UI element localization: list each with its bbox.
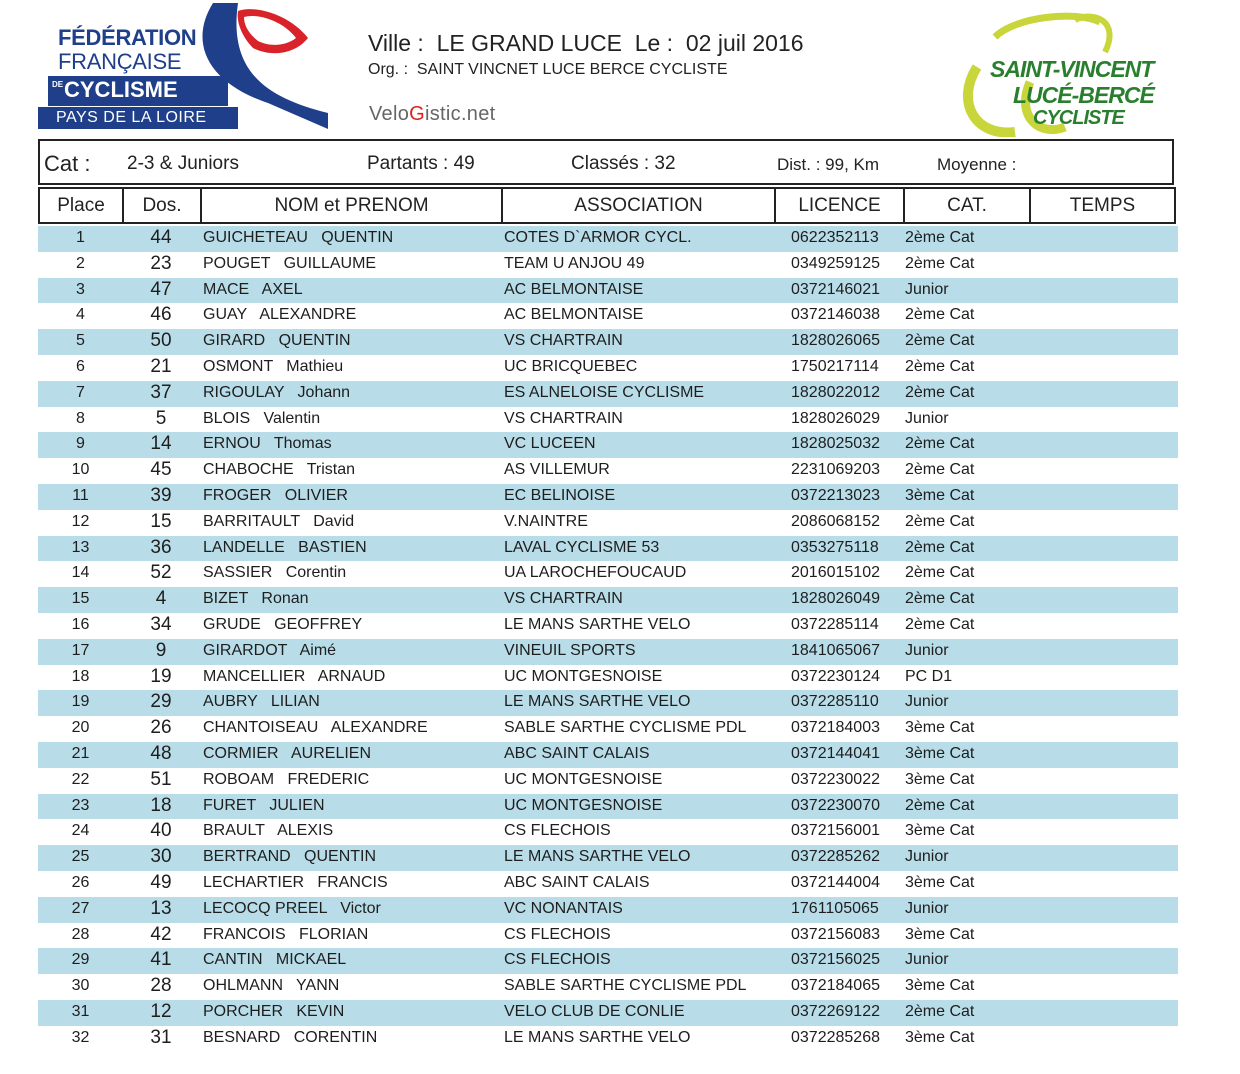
cell-place: 27 — [71, 899, 90, 917]
cell-dos: 5 — [155, 407, 167, 429]
cell-dos: 40 — [150, 820, 172, 842]
cell-licence: 1828026065 — [791, 332, 880, 350]
cell-category: 2ème Cat — [905, 229, 975, 246]
cell-place: 21 — [71, 744, 90, 762]
cell-licence: 0372230022 — [791, 770, 880, 788]
cell-association: VS CHARTRAIN — [504, 332, 623, 350]
cell-association: UA LAROCHEFOUCAUD — [504, 564, 687, 582]
cell-place: 31 — [71, 1002, 90, 1020]
cell-licence: 0372230124 — [791, 667, 880, 685]
table-row — [38, 716, 1178, 742]
cell-licence: 0372230070 — [791, 796, 880, 814]
cell-association: UC MONTGESNOISE — [504, 770, 663, 788]
cell-category: PC D1 — [905, 667, 953, 685]
site-suffix: istic.net — [425, 103, 496, 125]
cell-association: CS FLECHOIS — [504, 951, 611, 969]
cell-association: VS CHARTRAIN — [504, 590, 623, 608]
race-organizer: Org. : SAINT VINCNET LUCE BERCE CYCLISTE — [368, 61, 728, 78]
cell-licence: 2086068152 — [791, 512, 880, 530]
cell-category: Junior — [905, 951, 949, 969]
cell-category: 2ème Cat — [905, 254, 975, 272]
average-speed: Moyenne : — [937, 155, 1017, 174]
cell-dos: 9 — [155, 639, 167, 661]
cell-licence: 0372146021 — [791, 280, 880, 298]
table-row — [38, 407, 1178, 433]
cell-category: 3ème Cat — [905, 1028, 975, 1046]
table-row — [38, 974, 1178, 1000]
cell-dos: 44 — [150, 227, 172, 248]
cell-association: AC BELMONTAISE — [504, 306, 644, 324]
cell-association: VC NONANTAIS — [504, 899, 623, 917]
cell-category: 2ème Cat — [905, 383, 975, 401]
cell-licence: 0372156025 — [791, 951, 880, 969]
cell-name: FURET JULIEN — [203, 796, 325, 814]
cell-name: PORCHER KEVIN — [203, 1002, 345, 1020]
results-table-header — [38, 187, 1176, 224]
cell-name: RIGOULAY Johann — [203, 383, 351, 401]
column-header-name: NOM et PRENOM — [200, 187, 503, 224]
cell-place: 8 — [76, 409, 85, 427]
cell-name: GUICHETEAU QUENTIN — [203, 229, 394, 246]
ffc-logo-de: DE — [52, 80, 64, 89]
cell-dos: 29 — [150, 691, 172, 713]
table-row — [38, 381, 1178, 407]
cell-association: UC BRICQUEBEC — [504, 357, 638, 375]
table-row — [38, 1000, 1178, 1026]
cell-dos: 30 — [150, 846, 172, 868]
club-logo-line3: CYCLISTE — [1033, 107, 1124, 129]
column-header-dos: Dos. — [122, 187, 202, 224]
table-row — [38, 561, 1178, 587]
cell-place: 15 — [71, 590, 90, 608]
table-row — [38, 587, 1178, 613]
table-row — [38, 794, 1178, 820]
cell-dos: 39 — [150, 484, 172, 506]
table-row — [38, 923, 1178, 949]
cell-association: TEAM U ANJOU 49 — [504, 254, 645, 272]
club-logo-line2: LUCÉ-BERCÉ — [1013, 82, 1154, 108]
cell-dos: 50 — [150, 330, 172, 352]
cell-association: EC BELINOISE — [504, 486, 616, 504]
ffc-logo-line3: CYCLISME — [64, 77, 178, 102]
cell-name: BRAULT ALEXIS — [203, 822, 334, 840]
cell-category: 2ème Cat — [905, 435, 975, 453]
cell-association: SABLE SARTHE CYCLISME PDL — [504, 977, 747, 995]
cell-category: Junior — [905, 693, 949, 711]
cell-name: OSMONT Mathieu — [203, 357, 344, 375]
cell-category: 2ème Cat — [905, 538, 975, 556]
cell-dos: 23 — [150, 252, 172, 274]
site-g: G — [409, 103, 425, 125]
cell-dos: 14 — [150, 433, 172, 455]
cell-association: LE MANS SARTHE VELO — [504, 848, 691, 866]
cell-licence: 0372144004 — [791, 873, 880, 891]
cell-name: CHANTOISEAU ALEXANDRE — [203, 719, 428, 737]
cell-category: Junior — [905, 280, 949, 298]
cell-association: VC LUCEEN — [504, 435, 596, 453]
cell-place: 7 — [76, 383, 85, 401]
cell-licence: 1750217114 — [791, 357, 879, 375]
classified-count: Classés : 32 — [571, 153, 676, 174]
table-row — [38, 252, 1178, 278]
table-row — [38, 639, 1178, 665]
ffc-logo-line1: FÉDÉRATION — [58, 25, 197, 50]
cell-licence: 2016015102 — [791, 564, 880, 582]
cell-licence: 1828026049 — [791, 590, 880, 608]
cell-place: 18 — [71, 667, 90, 685]
cell-association: CS FLECHOIS — [504, 822, 611, 840]
cell-place: 3 — [76, 280, 85, 298]
cell-association: VINEUIL SPORTS — [504, 641, 636, 659]
cell-place: 28 — [71, 925, 90, 943]
cell-category: Junior — [905, 641, 949, 659]
cell-name: GUAY ALEXANDRE — [203, 306, 357, 324]
table-row — [38, 458, 1178, 484]
cell-name: OHLMANN YANN — [203, 977, 340, 995]
cell-dos: 36 — [150, 536, 172, 558]
cell-licence: 0349259125 — [791, 254, 880, 272]
table-row — [38, 690, 1178, 716]
cell-place: 10 — [71, 461, 90, 479]
cell-category: 3ème Cat — [905, 719, 975, 737]
cell-category: 2ème Cat — [905, 461, 975, 479]
cell-association: SABLE SARTHE CYCLISME PDL — [504, 719, 747, 737]
table-row — [38, 819, 1178, 845]
table-row — [38, 613, 1178, 639]
cell-category: 2ème Cat — [905, 512, 975, 530]
cell-licence: 0372269122 — [791, 1002, 880, 1020]
cell-place: 17 — [71, 641, 90, 659]
table-row — [38, 303, 1178, 329]
column-header-category: CAT. — [903, 187, 1031, 224]
cell-association: LE MANS SARTHE VELO — [504, 1028, 691, 1046]
cell-dos: 21 — [150, 355, 172, 377]
cell-licence: 0372184003 — [791, 719, 880, 737]
cell-licence: 0372184065 — [791, 977, 880, 995]
cell-name: GRUDE GEOFFREY — [203, 615, 363, 633]
cell-association: LE MANS SARTHE VELO — [504, 615, 691, 633]
cell-licence: 0353275118 — [791, 538, 879, 556]
cell-dos: 4 — [155, 588, 167, 610]
cell-name: MACE AXEL — [203, 280, 303, 298]
cell-licence: 0372285262 — [791, 848, 880, 866]
starters-count: Partants : 49 — [367, 153, 475, 174]
table-row — [38, 278, 1178, 304]
cell-licence: 1841065067 — [791, 641, 880, 659]
table-row — [38, 871, 1178, 897]
table-row — [38, 1026, 1178, 1052]
cell-dos: 45 — [150, 459, 172, 481]
cell-place: 24 — [71, 822, 90, 840]
cell-name: LECHARTIER FRANCIS — [203, 873, 388, 891]
category-value: 2-3 & Juniors — [127, 153, 239, 174]
cell-category: 2ème Cat — [905, 615, 975, 633]
cell-place: 11 — [72, 486, 89, 504]
cell-category: 2ème Cat — [905, 590, 975, 608]
cell-category: 3ème Cat — [905, 744, 975, 762]
cell-place: 13 — [71, 538, 90, 556]
cell-licence: 1761105065 — [791, 899, 879, 917]
cell-licence: 0372146038 — [791, 306, 880, 324]
table-row — [38, 768, 1178, 794]
cell-association: COTES D`ARMOR CYCL. — [504, 229, 692, 246]
cell-category: 3ème Cat — [905, 770, 975, 788]
cell-name: CHABOCHE Tristan — [203, 461, 356, 479]
cell-licence: 1828022012 — [791, 383, 880, 401]
cell-name: GIRARDOT Aimé — [203, 641, 337, 659]
cell-licence: 0372156083 — [791, 925, 880, 943]
cell-association: LE MANS SARTHE VELO — [504, 693, 691, 711]
cell-category: 2ème Cat — [905, 564, 975, 582]
table-row — [38, 329, 1178, 355]
cell-dos: 37 — [150, 381, 172, 403]
cell-category: Junior — [905, 409, 949, 427]
column-header-time: TEMPS — [1029, 187, 1176, 224]
cell-place: 16 — [71, 615, 90, 633]
table-row — [38, 226, 1178, 252]
cell-licence: 1828026029 — [791, 409, 880, 427]
cell-place: 20 — [71, 719, 90, 737]
cell-name: LECOCQ PREEL Victor — [203, 899, 381, 917]
cell-name: ERNOU Thomas — [203, 435, 332, 453]
cell-name: GIRARD QUENTIN — [203, 332, 351, 350]
cell-name: BARRITAULT David — [203, 512, 355, 530]
cell-name: FRANCOIS FLORIAN — [203, 925, 369, 943]
cell-dos: 34 — [150, 613, 172, 635]
ffc-logo — [38, 3, 340, 133]
cell-place: 2 — [76, 254, 85, 272]
cell-name: CANTIN MICKAEL — [203, 951, 347, 969]
cell-dos: 52 — [150, 562, 172, 584]
table-row — [38, 948, 1178, 974]
cell-category: 2ème Cat — [905, 796, 975, 814]
cell-name: BERTRAND QUENTIN — [203, 848, 377, 866]
cell-place: 12 — [71, 512, 90, 530]
site-prefix: Velo — [369, 103, 410, 125]
ffc-logo-line2: FRANÇAISE — [58, 49, 182, 74]
cell-dos: 19 — [150, 665, 172, 687]
cell-licence: 0622352113 — [791, 229, 879, 246]
cell-category: 3ème Cat — [905, 822, 975, 840]
cell-name: SASSIER Corentin — [203, 564, 347, 582]
race-location-date: Ville : LE GRAND LUCE Le : 02 juil 2016 — [368, 30, 804, 56]
cell-category: 3ème Cat — [905, 925, 975, 943]
club-logo — [955, 12, 1177, 137]
table-row — [38, 742, 1178, 768]
cell-place: 1 — [76, 229, 85, 246]
cell-dos: 51 — [150, 768, 172, 790]
cell-licence: 1828025032 — [791, 435, 880, 453]
cell-dos: 28 — [150, 975, 172, 997]
cell-category: 3ème Cat — [905, 873, 975, 891]
column-header-association: ASSOCIATION — [501, 187, 776, 224]
cell-association: UC MONTGESNOISE — [504, 667, 663, 685]
column-header-place: Place — [38, 187, 124, 224]
category-label: Cat : — [44, 151, 91, 176]
cell-association: ABC SAINT CALAIS — [504, 873, 650, 891]
cell-dos: 48 — [150, 742, 172, 764]
table-row — [38, 484, 1178, 510]
cell-place: 25 — [71, 848, 90, 866]
cell-place: 23 — [71, 796, 90, 814]
cell-licence: 0372285114 — [791, 615, 879, 633]
cell-licence: 0372285268 — [791, 1028, 880, 1046]
cell-association: AS VILLEMUR — [504, 461, 610, 479]
cell-licence: 0372156001 — [791, 822, 880, 840]
cell-dos: 47 — [150, 278, 172, 300]
cell-category: 3ème Cat — [905, 486, 975, 504]
cell-association: ES ALNELOISE CYCLISME — [504, 383, 705, 401]
cell-dos: 13 — [150, 897, 172, 919]
cell-name: ROBOAM FREDERIC — [203, 770, 370, 788]
cell-association: VS CHARTRAIN — [504, 409, 623, 427]
cell-licence: 0372213023 — [791, 486, 880, 504]
cell-dos: 42 — [150, 923, 172, 945]
cell-category: 2ème Cat — [905, 1002, 975, 1020]
distance: Dist. : 99, Km — [777, 155, 880, 174]
table-row — [38, 432, 1178, 458]
results-table-body — [38, 226, 1178, 1052]
cell-place: 4 — [76, 306, 85, 324]
cell-dos: 46 — [150, 304, 172, 326]
cell-association: CS FLECHOIS — [504, 925, 611, 943]
column-header-licence: LICENCE — [774, 187, 905, 224]
cell-dos: 31 — [150, 1026, 172, 1048]
cell-name: CORMIER AURELIEN — [203, 744, 372, 762]
cell-category: 2ème Cat — [905, 332, 975, 350]
table-row — [38, 845, 1178, 871]
cell-place: 6 — [76, 357, 85, 375]
race-info-bar — [38, 139, 1174, 185]
cell-place: 29 — [71, 951, 90, 969]
cell-name: LANDELLE BASTIEN — [203, 538, 367, 556]
cell-category: 2ème Cat — [905, 306, 975, 324]
cell-association: V.NAINTRE — [504, 512, 588, 530]
cell-name: BIZET Ronan — [203, 590, 309, 608]
cell-licence: 0372285110 — [791, 693, 879, 711]
cell-dos: 18 — [150, 794, 172, 816]
cell-dos: 41 — [150, 949, 172, 971]
cell-name: POUGET GUILLAUME — [203, 254, 377, 272]
table-row — [38, 897, 1178, 923]
cell-category: Junior — [905, 899, 949, 917]
cell-place: 26 — [71, 873, 90, 891]
cell-place: 22 — [71, 770, 90, 788]
cell-dos: 26 — [150, 717, 172, 739]
table-row — [38, 355, 1178, 381]
cell-name: AUBRY LILIAN — [203, 693, 320, 711]
cell-place: 5 — [76, 332, 85, 350]
cell-association: LAVAL CYCLISME 53 — [504, 538, 660, 556]
cell-place: 14 — [71, 564, 90, 582]
cell-dos: 15 — [150, 510, 172, 532]
cell-dos: 12 — [150, 1000, 172, 1022]
cell-licence: 2231069203 — [791, 461, 880, 479]
cell-licence: 0372144041 — [791, 744, 880, 762]
cell-association: VELO CLUB DE CONLIE — [504, 1002, 685, 1020]
cell-place: 19 — [71, 693, 90, 711]
cell-category: Junior — [905, 848, 949, 866]
cell-category: 3ème Cat — [905, 977, 975, 995]
cell-association: UC MONTGESNOISE — [504, 796, 663, 814]
cell-name: FROGER OLIVIER — [203, 486, 348, 504]
cell-name: BESNARD CORENTIN — [203, 1028, 378, 1046]
cell-place: 30 — [71, 977, 90, 995]
table-row — [38, 510, 1178, 536]
cell-dos: 49 — [150, 871, 172, 893]
velogistic-link[interactable] — [369, 103, 496, 126]
cell-category: 2ème Cat — [905, 357, 975, 375]
cell-place: 32 — [71, 1028, 90, 1046]
cell-place: 9 — [76, 435, 85, 453]
club-logo-line1: SAINT-VINCENT — [990, 56, 1154, 82]
ffc-logo-line4: PAYS DE LA LOIRE — [56, 109, 207, 126]
cell-association: ABC SAINT CALAIS — [504, 744, 650, 762]
cell-name: MANCELLIER ARNAUD — [203, 667, 386, 685]
cell-name: BLOIS Valentin — [203, 409, 321, 427]
table-row — [38, 536, 1178, 562]
table-row — [38, 665, 1178, 691]
cell-association: AC BELMONTAISE — [504, 280, 644, 298]
